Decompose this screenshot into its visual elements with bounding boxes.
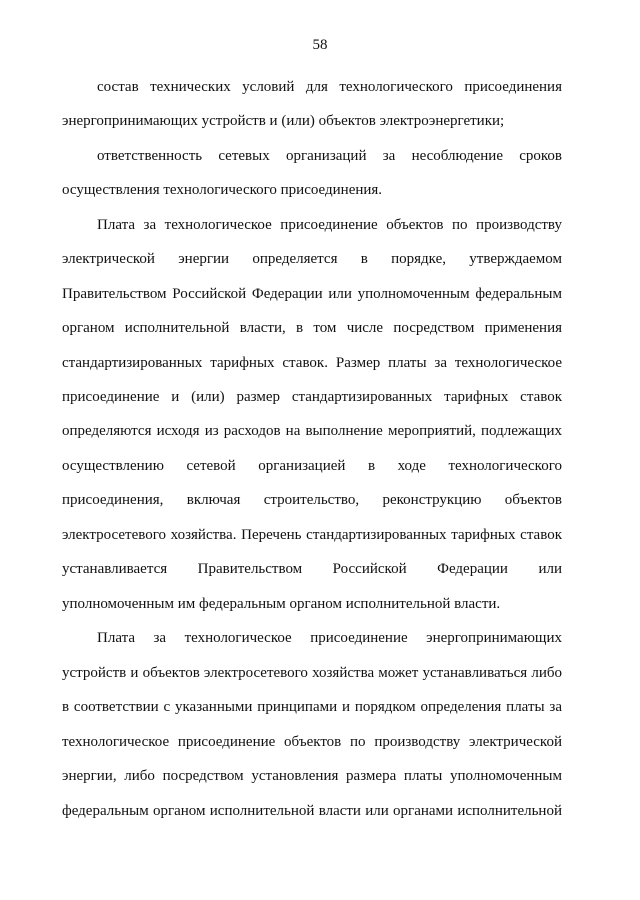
- page-number: 58: [312, 37, 328, 53]
- text-line: в соответствии с указанными принципами и порядком определения платы за: [62, 699, 562, 715]
- text-line: Плата за технологическое присоединение энергопринимающих: [97, 630, 562, 646]
- text-line: электрической энергии определяется в порядке, утверждаемом: [62, 251, 562, 267]
- text-line: Правительством Российской Федерации или уполномоченным федеральным: [62, 286, 562, 302]
- text-line: Плата за технологическое присоединение объектов по производству: [97, 217, 562, 233]
- text-line: стандартизированных тарифных ставок. Размер платы за технологическое: [62, 355, 562, 371]
- text-line: состав технических условий для технологического присоединения: [97, 79, 562, 95]
- text-line: устройств и объектов электросетевого хозяйства может устанавливаться либо: [62, 665, 562, 681]
- text-line: энергии, либо посредством установления размера платы уполномоченным: [62, 768, 562, 784]
- text-line: технологическое присоединение объектов по производству электрической: [62, 734, 562, 750]
- text-line: ответственность сетевых организаций за несоблюдение сроков: [97, 148, 562, 164]
- text-line: присоединение и (или) размер стандартизированных тарифных ставок: [62, 389, 562, 405]
- text-line: федеральным органом исполнительной власти или органами исполнительной: [62, 803, 562, 819]
- text-line: электросетевого хозяйства. Перечень стандартизированных тарифных ставок: [62, 527, 562, 543]
- text-line: устанавливается Правительством Российской Федерации или: [62, 561, 562, 577]
- text-line: осуществлению сетевой организацией в ходе технологического: [62, 458, 562, 474]
- text-line: присоединения, включая строительство, реконструкцию объектов: [62, 492, 562, 508]
- text-line: энергопринимающих устройств и (или) объектов электроэнергетики;: [62, 113, 505, 129]
- text-line: органом исполнительной власти, в том числе посредством применения: [62, 320, 562, 336]
- text-line: уполномоченным им федеральным органом исполнительной власти.: [62, 596, 501, 612]
- text-line: осуществления технологического присоединения.: [62, 182, 383, 198]
- text-line: определяются исходя из расходов на выполнение мероприятий, подлежащих: [62, 423, 562, 439]
